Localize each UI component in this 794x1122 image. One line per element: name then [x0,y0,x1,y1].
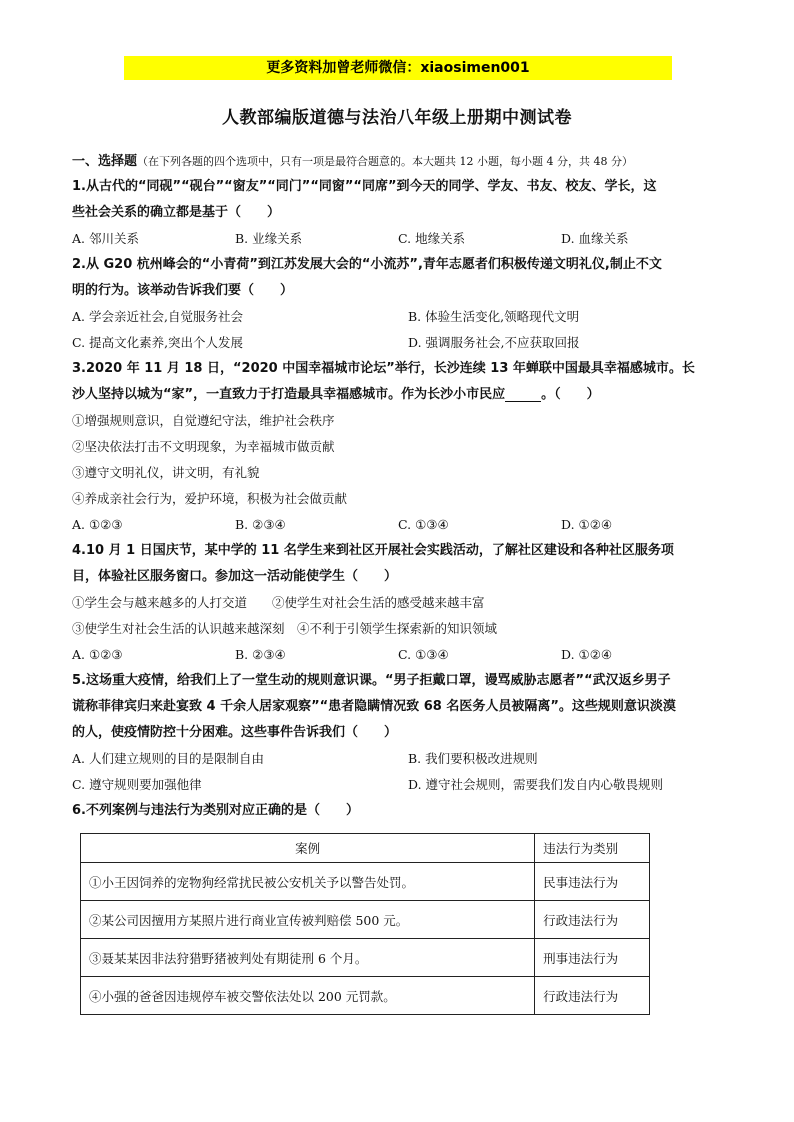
question-4-items-row-2: ③使学生对社会生活的认识越来越深刻 ④不利于引领学生探索新的知识领域 [72,621,498,636]
table-cell-category: 行政违法行为 [535,901,650,939]
stem-text: 沙人坚持以城为“家”，一直致力于打造最具幸福感城市。作为长沙小市民应 [72,387,506,402]
option-d: D. ①②④ [561,647,613,662]
stem-end: 。（ ） [541,387,600,402]
option-b: B. 体验生活变化,领略现代文明 [408,309,580,324]
question-3-stem-line-2 [72,382,724,408]
question-4-stem-line-1: 4.10 月 1 日国庆节，某中学的 11 名学生来到社区开展社会实践活动，了解社区建设和各种社区服务项 [72,543,674,558]
answer-blank [505,387,541,402]
section-header [72,148,724,174]
question-3-item-1: ①增强规则意识，自觉遵纪守法，维护社会秩序 [72,413,335,428]
question-2-options-row-2 [72,330,724,356]
question-2-stem-line-2: 明的行为。该举动告诉我们要（ ） [72,283,294,298]
table-cell-case: ④小强的爸爸因违规停车被交警依法处以 200 元罚款。 [81,977,535,1015]
question-5-stem-line-3: 的人，使疫情防控十分困难。这些事件告诉我们（ ） [72,725,398,740]
option-d: D. 遵守社会规则，需要我们发自内心敬畏规则 [408,777,664,792]
question-6-stem: 6.不列案例与违法行为类别对应正确的是（ ） [72,803,359,818]
question-5-stem-line-2: 谎称菲律宾归来赴宴致 4 千余人居家观察”“患者隐瞒情况致 68 名医务人员被隔离”。这些规则意识淡漠 [72,699,676,714]
option-b: B. 业缘关系 [235,231,303,246]
option-c: C. ①③④ [398,647,449,662]
option-c: C. 遵守规则要加强他律 [72,777,202,792]
promo-banner: 更多资料加曾老师微信：xiaosimen001 [124,56,672,80]
option-d: D. 血缘关系 [561,231,629,246]
exam-content [72,148,724,824]
question-6-table [80,833,650,1015]
question-3-item-2: ②坚决依法打击不文明现象，为幸福城市做贡献 [72,439,335,454]
question-3-stem-line-1: 3.2020 年 11 月 18 日，“2020 中国幸福城市论坛”举行，长沙连续 13 年蝉联中国最具幸福感城市。长 [72,361,695,376]
question-4-options [72,642,724,668]
option-c: C. ①③④ [398,517,449,532]
table-header-row [81,834,650,863]
question-3-item-3: ③遵守文明礼仪，讲文明，有礼貌 [72,465,260,480]
option-c: C. 提高文化素养,突出个人发展 [72,335,244,350]
table-cell-case: ②某公司因擅用方某照片进行商业宣传被判赔偿 500 元。 [81,901,535,939]
section-note: （在下列各题的四个选项中，只有一项是最符合题意的。本大题共 12 小题，每小题 4 分，共 48 分） [137,155,633,168]
question-3-options [72,512,724,538]
table-header-category: 违法行为类别 [535,834,650,863]
table-cell-category: 民事违法行为 [535,863,650,901]
option-d: D. 强调服务社会,不应获取回报 [408,335,580,350]
question-2-options-row-1 [72,304,724,330]
question-1-stem-line-2: 些社会关系的确立都是基于（ ） [72,205,281,220]
option-a: A. 邻川关系 [72,231,139,246]
table-row [81,863,650,901]
option-a: A. ①②③ [72,647,123,662]
option-a: A. 人们建立规则的目的是限制自由 [72,751,264,766]
option-c: C. 地缘关系 [398,231,466,246]
table-cell-category: 行政违法行为 [535,977,650,1015]
question-4-stem-line-2: 目，体验社区服务窗口。参加这一活动能使学生（ ） [72,569,398,584]
table-row [81,977,650,1015]
option-a: A. ①②③ [72,517,123,532]
option-b: B. 我们要积极改进规则 [408,751,538,766]
question-2-stem-line-1: 2.从 G20 杭州峰会的“小青荷”到江苏发展大会的“小流苏”,青年志愿者们积极传递文明礼仪,制止不文 [72,257,662,272]
table-row [81,939,650,977]
table-cell-case: ①小王因饲养的宠物狗经常扰民被公安机关予以警告处罚。 [81,863,535,901]
question-1-stem-line-1: 1.从古代的“同砚”“砚台”“窗友”“同门”“同窗”“同席”到今天的同学、学友、书友、校友、学长，这 [72,179,657,194]
exam-title: 人教部编版道德与法治八年级上册期中测试卷 [222,108,572,128]
table-cell-category: 刑事违法行为 [535,939,650,977]
table-header-case: 案例 [81,834,535,863]
option-a: A. 学会亲近社会,自觉服务社会 [72,309,243,324]
question-3-item-4: ④养成亲社会行为，爱护环境，积极为社会做贡献 [72,491,348,506]
question-5-options-row-2 [72,772,724,798]
option-b: B. ②③④ [235,517,286,532]
table-cell-case: ③聂某某因非法狩猎野猪被判处有期徒刑 6 个月。 [81,939,535,977]
option-d: D. ①②④ [561,517,613,532]
section-heading: 一、选择题 [72,154,138,169]
question-5-stem-line-1: 5.这场重大疫情，给我们上了一堂生动的规则意识课。“男子拒戴口罩，谩骂威胁志愿者”“武汉返乡男子 [72,673,671,688]
question-1-options [72,226,724,252]
table-row [81,901,650,939]
question-4-items-row-1: ①学生会与越来越多的人打交道 ②使学生对社会生活的感受越来越丰富 [72,595,485,610]
question-5-options-row-1 [72,746,724,772]
option-b: B. ②③④ [235,647,286,662]
